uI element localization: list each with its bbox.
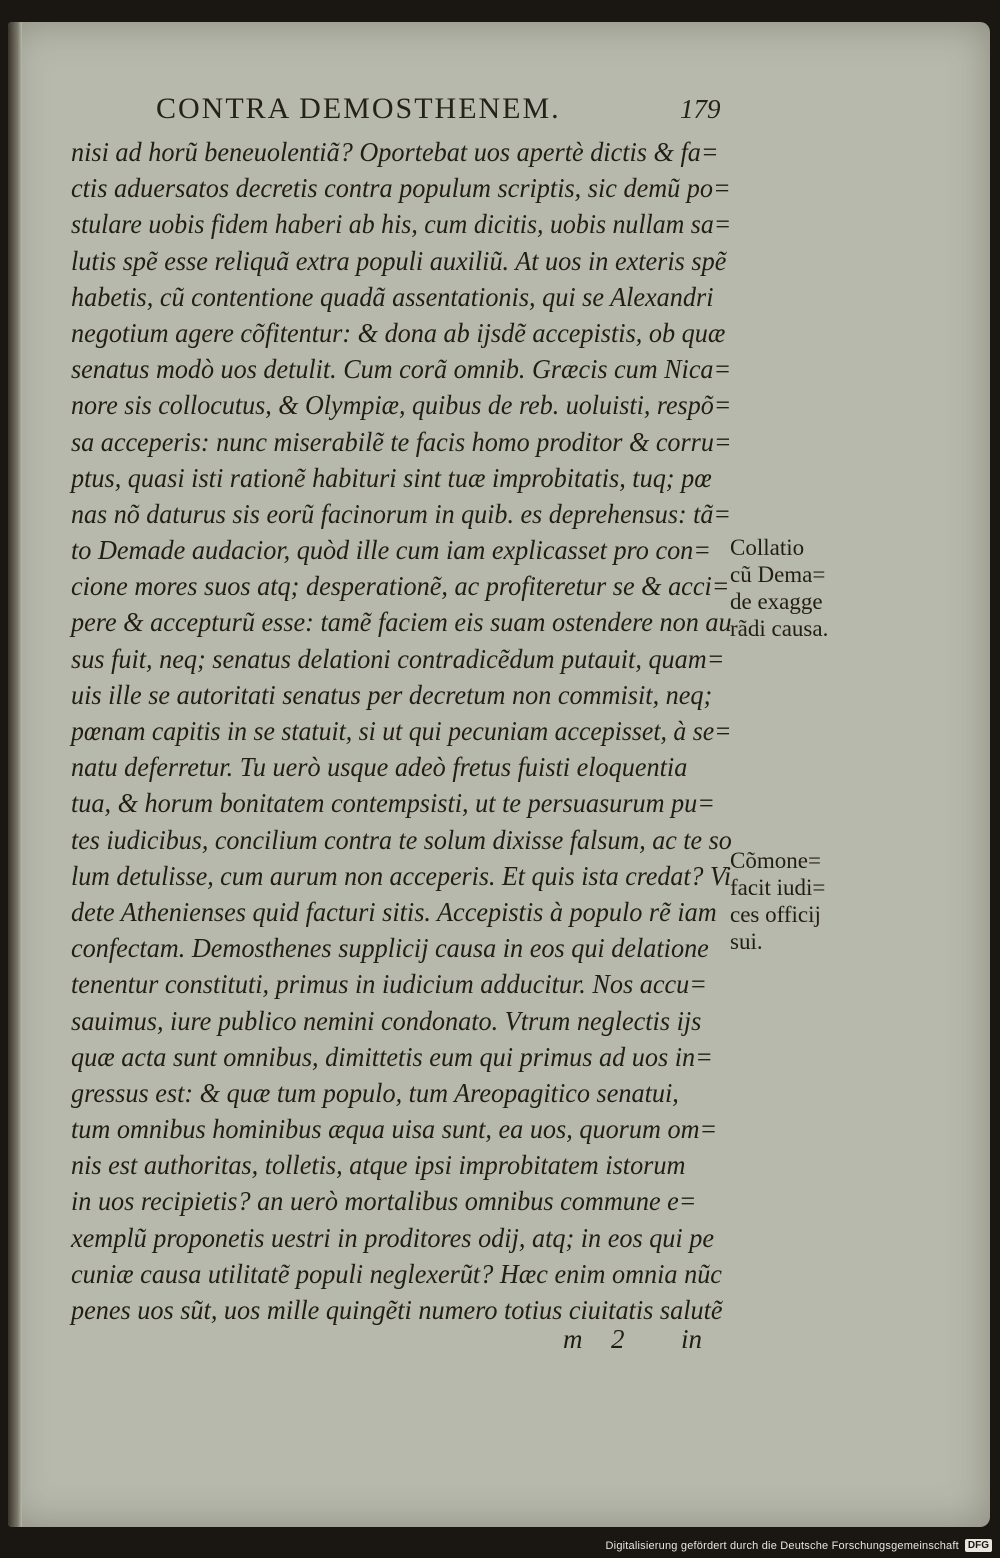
marginal-note-line: cũ Dema= xyxy=(730,562,826,587)
text-line: uis ille se autoritati senatus per decretum non commisit, neq; xyxy=(71,679,713,710)
text-line: lum detulisse, cum aurum non acceperis. Et quis ista credat? Vi xyxy=(71,860,732,891)
text-line: xemplũ proponetis uestri in proditores odij, atq; in eos qui pe xyxy=(71,1222,714,1253)
text-line: natu deferretur. Tu uerò usque adeò fretus fuisti eloquentia xyxy=(71,752,688,783)
digitization-footer xyxy=(606,1539,992,1552)
text-line: nis est authoritas, tolletis, atque ipsi improbitatem istorum xyxy=(71,1150,686,1181)
text-line: pœnam capitis in se statuit, si ut qui pecuniam accepisset, à se= xyxy=(71,716,732,746)
text-line: tes iudicibus, concilium contra te solum dixisse falsum, ac te so xyxy=(71,824,732,855)
text-line: lutis spẽ esse reliquã extra populi auxiliũ. At uos in exteris spẽ xyxy=(71,245,727,276)
text-line: confectam. Demosthenes supplicij causa in eos qui delatione xyxy=(71,933,709,964)
text-line: sa acceperis: nunc miserabilẽ te facis homo proditor & corru= xyxy=(71,426,732,457)
text-line: tenentur constituti, primus in iudicium adducitur. Nos accu= xyxy=(71,969,707,1000)
text-line: sauimus, iure publico nemini condonato. Vtrum neglectis ijs xyxy=(71,1005,702,1036)
text-line: senatus modò uos detulit. Cum corã omnib. Græcis cum Nica= xyxy=(71,354,732,385)
text-line: nisi ad horũ beneuolentiã? Oportebat uos apertè dictis & fa= xyxy=(71,137,719,167)
signature-number: 2 xyxy=(611,1324,625,1354)
running-head: CONTRA DEMOSTHENEM. xyxy=(156,92,561,125)
footer-credit: Digitalisierung gefördert durch die Deutsche Forschungsgemeinschaft xyxy=(605,1539,959,1552)
main-text-block xyxy=(71,134,751,1328)
marginal-note-line: ces officij xyxy=(730,902,821,927)
text-line: in uos recipietis? an uerò mortalibus omnibus commune e= xyxy=(71,1186,697,1217)
marginal-note-line: Collatio xyxy=(730,535,805,560)
marginal-note-line: de exagge xyxy=(730,589,823,614)
marginal-note-line: rãdi causa. xyxy=(730,616,829,641)
text-line: cione mores suos atq; desperationẽ, ac profiteretur se & acci= xyxy=(71,571,730,602)
text-line: to Demade audacior, quòd ille cum iam explicasset pro con= xyxy=(71,535,711,566)
marginal-note-line: facit iudi= xyxy=(730,875,826,900)
page-number: 179 xyxy=(680,94,721,124)
marginal-note-line: sui. xyxy=(730,929,763,954)
marginal-note xyxy=(730,847,860,955)
text-line: pere & accepturũ esse: tamẽ faciem eis suam ostendere non au xyxy=(71,607,732,638)
text-line: dete Athenienses quid facturi sitis. Accepistis à populo rẽ iam xyxy=(71,896,717,927)
page-spine-shadow xyxy=(8,22,22,1527)
text-line: nas nõ daturus sis eorũ facinorum in quib. es deprehensus: tã= xyxy=(71,498,732,529)
marginal-note xyxy=(730,534,860,642)
text-line: cuniæ causa utilitatẽ populi neglexerũt? Hæc enim omnia nũc xyxy=(71,1258,722,1289)
text-line: penes uos sũt, uos mille quingẽti numero totius ciuitatis salutẽ xyxy=(71,1295,723,1325)
marginal-note-line: Cõmone= xyxy=(730,848,821,873)
signature-mark: m xyxy=(563,1324,583,1354)
catchword: in xyxy=(681,1324,703,1354)
text-line: sus fuit, neq; senatus delationi contradicẽdum putauit, quam= xyxy=(71,643,725,674)
text-line: habetis, cũ contentione quadã assentationis, qui se Alexandri xyxy=(71,281,714,312)
text-line: nore sis collocutus, & Olympiæ, quibus de reb. uoluisti, respõ= xyxy=(71,390,732,421)
text-line: tum omnibus hominibus æqua uisa sunt, ea uos, quorum om= xyxy=(71,1114,718,1145)
text-line: stulare uobis fidem haberi ab his, cum dicitis, uobis nullam sa= xyxy=(71,209,732,240)
text-line: ctis aduersatos decretis contra populum scriptis, sic demũ po= xyxy=(71,173,731,204)
text-line: tua, & horum bonitatem contempsisti, ut te persuasurum pu= xyxy=(71,788,715,819)
dfg-logo: DFG xyxy=(965,1539,992,1552)
text-line: gressus est: & quæ tum populo, tum Areopagitico senatui, xyxy=(71,1077,679,1108)
text-line: quæ acta sunt omnibus, dimittetis eum qui primus ad uos in= xyxy=(71,1041,713,1072)
text-line: ptus, quasi isti rationẽ habituri sint tuæ improbitatis, tuq; pœ xyxy=(71,462,712,493)
book-page xyxy=(8,22,990,1527)
text-line: negotium agere cõfitentur: & dona ab ijsdẽ accepistis, ob quæ xyxy=(71,317,726,348)
